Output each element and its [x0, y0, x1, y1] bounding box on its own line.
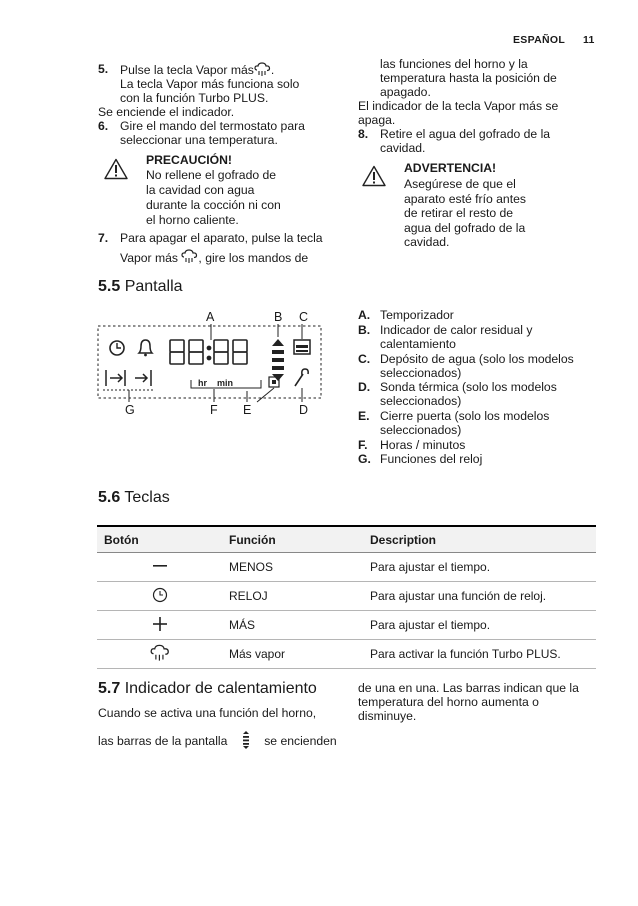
step5-number: 5. — [98, 62, 109, 76]
step8-line2: cavidad. — [380, 141, 426, 155]
step6-number: 6. — [98, 119, 109, 133]
warning-title: ADVERTENCIA! — [404, 161, 497, 175]
indicator-on-text: Se enciende el indicador. — [98, 105, 235, 119]
clock-function-icon — [110, 341, 124, 355]
step7-line2a: Vapor más — [120, 251, 179, 265]
step7-number: 7. — [98, 231, 109, 245]
callout-f: F — [210, 403, 218, 417]
description-cell: Para activar la función Turbo PLUS. — [363, 640, 596, 669]
legend-letter-c: C. — [358, 352, 371, 366]
step5-line3: con la función Turbo PLUS. — [120, 91, 269, 105]
section-number: 5.6 — [98, 489, 121, 506]
caution-title: PRECAUCIÓN! — [146, 153, 232, 167]
heat-up-bars — [272, 339, 284, 381]
steam-plus-icon — [150, 644, 170, 662]
header-button: Botón — [97, 526, 222, 553]
section-title: Pantalla — [124, 278, 183, 295]
cont-line3: apagado. — [380, 85, 431, 99]
meat-probe-icon — [295, 369, 308, 386]
cont-line2: temperatura hasta la posición de — [380, 71, 557, 85]
warning-line-3: de retirar el resto de — [404, 206, 514, 220]
section-number: 5.7 — [98, 680, 121, 697]
function-cell: MENOS — [222, 553, 363, 582]
hr-label: hr — [198, 378, 207, 388]
table-header-row — [97, 526, 596, 553]
legend-text-c1: Depósito de agua (solo los modelos — [380, 352, 574, 366]
heatup-right-line2: temperatura del horno aumenta o — [358, 695, 539, 709]
callout-a: A — [206, 310, 215, 324]
step5-line2: La tecla Vapor más funciona solo — [120, 77, 300, 91]
digits-display — [170, 340, 247, 364]
warning-line-1: Asegúrese de que el — [404, 177, 516, 191]
table-row — [97, 611, 596, 640]
step8-line1: Retire el agua del gofrado de la — [380, 127, 551, 141]
legend-text-b1: Indicador de calor residual y — [380, 323, 533, 337]
caution-warning-icon — [104, 158, 128, 180]
cont-line1: las funciones del horno y la — [380, 57, 528, 71]
warning-line-5: cavidad. — [404, 235, 450, 249]
step6-line1: Gire el mando del termostato para — [120, 119, 305, 133]
start-time-icon — [106, 370, 125, 386]
step7-line1: Para apagar el aparato, pulse la tecla — [120, 231, 323, 245]
warning-icon — [362, 165, 386, 187]
key-icon-cell — [97, 553, 222, 582]
callout-d: D — [299, 403, 309, 417]
legend-text-f: Horas / minutos — [380, 438, 466, 452]
section-title: Indicador de calentamiento — [124, 680, 317, 697]
warning-line-2: aparato esté frío antes — [404, 192, 526, 206]
heatup-right-line3: disminuye. — [358, 709, 417, 723]
step8-number: 8. — [358, 127, 369, 141]
header-description: Description — [363, 526, 596, 553]
legend-letter-f: F. — [358, 438, 368, 452]
steam-plus-icon — [254, 62, 271, 77]
step5-line1-end: . — [270, 63, 275, 77]
minus-icon — [151, 559, 169, 573]
legend-text-d2: seleccionados) — [380, 394, 462, 408]
page-number: 11 — [583, 34, 595, 46]
legend-letter-b: B. — [358, 323, 371, 337]
step7-line2b: , gire los mandos de — [198, 251, 309, 265]
keys-table — [97, 525, 596, 669]
plus-icon — [151, 615, 169, 633]
legend-text-d1: Sonda térmica (solo los modelos — [380, 380, 557, 394]
function-cell: MÁS — [222, 611, 363, 640]
description-cell: Para ajustar el tiempo. — [363, 553, 596, 582]
section-title: Teclas — [124, 489, 170, 506]
heatup-left-line1: Cuando se activa una función del horno, — [98, 706, 317, 720]
min-label: min — [217, 378, 234, 388]
bell-icon — [139, 340, 152, 356]
section-number: 5.5 — [98, 278, 121, 295]
table-row — [97, 640, 596, 669]
key-icon-cell — [97, 611, 222, 640]
caution-line-2: la cavidad con agua — [146, 183, 255, 197]
description-cell: Para ajustar una función de reloj. — [363, 582, 596, 611]
legend-letter-g: G. — [358, 452, 371, 466]
heatup-left-line2 — [98, 730, 337, 750]
step7-line2 — [120, 249, 308, 266]
key-icon-cell — [97, 582, 222, 611]
steam-plus-icon — [181, 249, 198, 264]
heatup-left-line2b: se encienden — [264, 734, 337, 748]
callout-b: B — [274, 310, 283, 324]
function-cell: Más vapor — [222, 640, 363, 669]
step5-line1: Pulse la tecla Vapor más — [120, 63, 254, 77]
legend-text-b2: calentamiento — [380, 337, 456, 351]
indicator-off-line1: El indicador de la tecla Vapor más se — [358, 99, 559, 113]
caution-line-3: durante la cocción ni con — [146, 198, 281, 212]
legend-text-g: Funciones del reloj — [380, 452, 483, 466]
legend-text-c2: seleccionados) — [380, 366, 462, 380]
indicator-off-line2: apaga. — [358, 113, 396, 127]
caution-line-4: el horno caliente. — [146, 213, 239, 227]
heatup-left-line2a: las barras de la pantalla — [98, 734, 228, 748]
heatup-right-line1: de una en una. Las barras indican que la — [358, 681, 579, 695]
legend-text-e2: seleccionados) — [380, 423, 462, 437]
legend-letter-d: D. — [358, 380, 371, 394]
display-diagram — [97, 306, 347, 418]
section-5-5-heading — [98, 277, 183, 297]
water-tank-icon — [294, 340, 310, 354]
end-time-icon — [135, 370, 151, 386]
legend-text-a: Temporizador — [380, 308, 454, 322]
callout-c: C — [299, 310, 309, 324]
legend-text-e1: Cierre puerta (solo los modelos — [380, 409, 550, 423]
callout-g: G — [125, 403, 135, 417]
clock-icon — [151, 586, 169, 604]
callout-e: E — [243, 403, 252, 417]
key-icon-cell — [97, 640, 222, 669]
step5-text-line1 — [120, 62, 274, 78]
function-cell: RELOJ — [222, 582, 363, 611]
section-5-7-heading — [98, 679, 317, 699]
step6-line2: seleccionar una temperatura. — [120, 133, 278, 147]
legend-letter-e: E. — [358, 409, 370, 423]
warning-line-4: agua del gofrado de la — [404, 221, 526, 235]
heat-up-bars-icon — [235, 730, 257, 750]
table-row — [97, 582, 596, 611]
description-cell: Para ajustar el tiempo. — [363, 611, 596, 640]
legend-letter-a: A. — [358, 308, 371, 322]
table-row — [97, 553, 596, 582]
section-5-6-heading — [98, 488, 170, 508]
header-language: ESPAÑOL — [513, 34, 566, 46]
caution-line-1: No rellene el gofrado de — [146, 168, 277, 182]
header-function: Función — [222, 526, 363, 553]
